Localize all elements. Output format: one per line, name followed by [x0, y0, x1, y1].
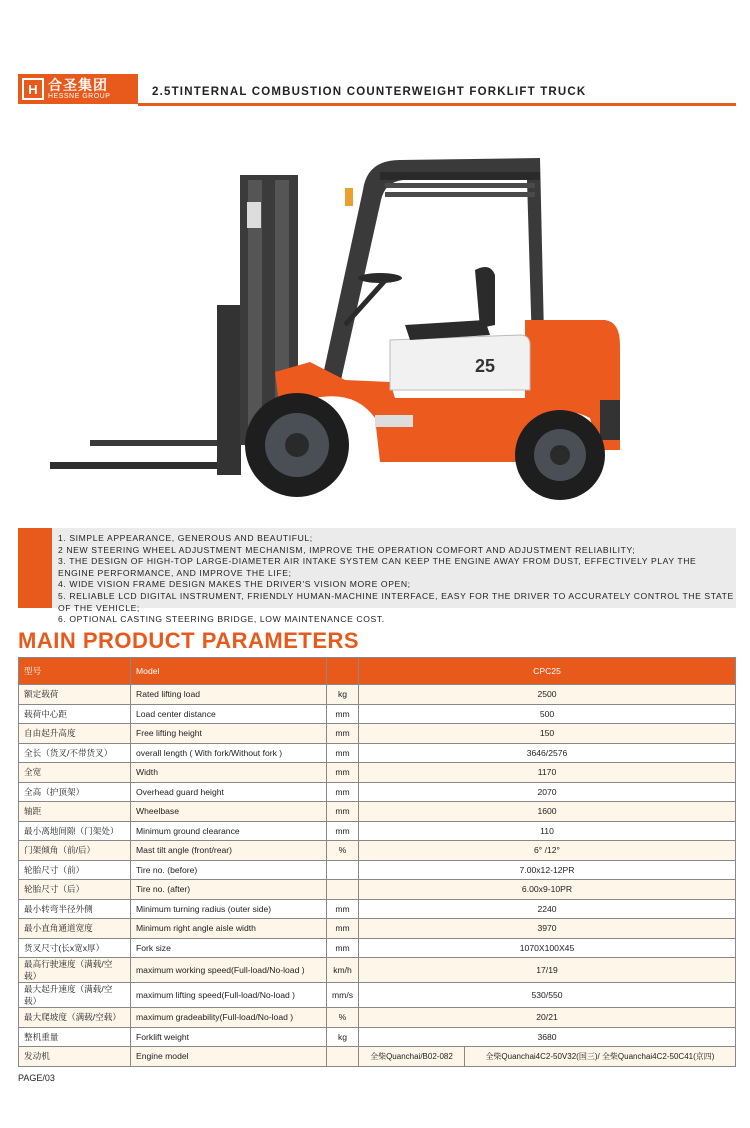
param-name-cn: 全高（护顶架） — [19, 782, 131, 802]
param-unit — [327, 1047, 359, 1067]
param-name-en: Load center distance — [131, 704, 327, 724]
param-unit: mm — [327, 704, 359, 724]
param-value: 20/21 — [359, 1008, 736, 1028]
engine-value-b: 全柴Quanchai4C2-50V32(国三)/ 全柴Quanchai4C2-50C41(京四) — [464, 1047, 735, 1067]
param-value: 7.00x12-12PR — [359, 860, 736, 880]
table-row — [19, 782, 736, 802]
feature-accent-bar — [18, 528, 52, 608]
feature-list — [18, 528, 736, 625]
param-value: 3646/2576 — [359, 743, 736, 763]
param-name-cn: 全长（货叉/不带货叉） — [19, 743, 131, 763]
param-name-cn: 最小转弯半径外侧 — [19, 899, 131, 919]
forklift-image — [45, 150, 635, 505]
param-name-cn: 自由起升高度 — [19, 724, 131, 744]
table-row — [19, 685, 736, 705]
param-name-cn: 最小离地间隙（门架处） — [19, 821, 131, 841]
param-name-cn: 整机重量 — [19, 1027, 131, 1047]
page-header — [18, 74, 736, 106]
feature-item: 2 NEW STEERING WHEEL ADJUSTMENT MECHANISM, IMPROVE THE OPERATION COMFORT AND ADJUSTMENT RELIABILITY; — [58, 544, 636, 555]
section-title: MAIN PRODUCT PARAMETERS — [18, 628, 360, 653]
param-value: 3680 — [359, 1027, 736, 1047]
feature-item: 5. RELIABLE LCD DIGITAL INSTRUMENT, FRIENDLY HUMAN-MACHINE INTERFACE, EASY FOR THE DRIVER TO ACCURATELY CONTROL THE STATE OF THE VEHICLE; — [58, 590, 734, 613]
table-row — [19, 704, 736, 724]
param-unit: mm — [327, 743, 359, 763]
param-name-en: Fork size — [131, 938, 327, 958]
logo-cn-text: 合圣集团 — [48, 77, 108, 93]
param-unit: % — [327, 841, 359, 861]
feature-item: 6. OPTIONAL CASTING STEERING BRIDGE, LOW MAINTENANCE COST. — [58, 614, 385, 625]
param-name-cn: 额定载荷 — [19, 685, 131, 705]
param-name-cn: 轮胎尺寸（后） — [19, 880, 131, 900]
param-unit: kg — [327, 1027, 359, 1047]
param-value: 2500 — [359, 685, 736, 705]
table-row — [19, 821, 736, 841]
feature-item: 4. WIDE VISION FRAME DESIGN MAKES THE DRIVER'S VISION MORE OPEN; — [58, 579, 411, 590]
param-unit: mm — [327, 782, 359, 802]
engine-value-a: 全柴Quanchai/B02-082 — [359, 1047, 465, 1067]
table-row — [19, 938, 736, 958]
header-cell-cn: 型号 — [19, 658, 131, 685]
param-value: 1170 — [359, 763, 736, 783]
param-name-cn: 最大爬坡度（满载/空载） — [19, 1008, 131, 1028]
header-cell-unit — [327, 658, 359, 685]
param-name-en: Wheelbase — [131, 802, 327, 822]
param-name-en: maximum gradeability(Full-load/No-load ) — [131, 1008, 327, 1028]
table-row — [19, 841, 736, 861]
param-name-cn: 最大起升速度（满载/空载） — [19, 983, 131, 1008]
param-value: 1600 — [359, 802, 736, 822]
param-name-cn: 最小直角通道宽度 — [19, 919, 131, 939]
param-name-en: Width — [131, 763, 327, 783]
table-row — [19, 763, 736, 783]
param-name-en: Overhead guard height — [131, 782, 327, 802]
param-unit: km/h — [327, 958, 359, 983]
table-row — [19, 743, 736, 763]
parameters-table — [18, 657, 736, 1067]
param-name-en: maximum working speed(Full-load/No-load ) — [131, 958, 327, 983]
feature-item: 1. SIMPLE APPEARANCE, GENEROUS AND BEAUTIFUL; — [58, 533, 313, 543]
logo-mark-icon: H — [22, 78, 44, 100]
param-value: 110 — [359, 821, 736, 841]
table-row — [19, 1008, 736, 1028]
param-unit: mm — [327, 802, 359, 822]
table-row — [19, 802, 736, 822]
table-row — [19, 919, 736, 939]
param-name-cn: 轮胎尺寸（前） — [19, 860, 131, 880]
param-unit: mm — [327, 821, 359, 841]
param-value: 1070X100X45 — [359, 938, 736, 958]
param-name-cn: 门架倾角（前/后） — [19, 841, 131, 861]
param-name-cn: 轴距 — [19, 802, 131, 822]
header-divider — [138, 103, 736, 106]
param-name-en: Rated lifting load — [131, 685, 327, 705]
param-value: 150 — [359, 724, 736, 744]
table-row — [19, 880, 736, 900]
param-unit: % — [327, 1008, 359, 1028]
param-name-en: Tire no. (after) — [131, 880, 327, 900]
param-name-en: Minimum ground clearance — [131, 821, 327, 841]
param-name-cn: 货叉尺寸(长x宽x厚） — [19, 938, 131, 958]
table-header-row — [19, 658, 736, 685]
table-row — [19, 958, 736, 983]
param-name-en: Minimum right angle aisle width — [131, 919, 327, 939]
param-value: 530/550 — [359, 983, 736, 1008]
param-unit: mm — [327, 899, 359, 919]
param-value: 6.00x9-10PR — [359, 880, 736, 900]
table-row — [19, 1027, 736, 1047]
feature-item: 3. THE DESIGN OF HIGH-TOP LARGE-DIAMETER AIR INTAKE SYSTEM CAN KEEP THE ENGINE AWAY FROM DUST, EFFECTIVELY PLAY THE ENGINE PERFORMANCE, AND IMPROVE THE LIFE; — [58, 556, 697, 578]
param-value: 17/19 — [359, 958, 736, 983]
param-name-cn: 最高行驶速度（满载/空载） — [19, 958, 131, 983]
param-unit: mm — [327, 724, 359, 744]
param-value: 2240 — [359, 899, 736, 919]
param-name-en: Tire no. (before) — [131, 860, 327, 880]
param-unit: mm — [327, 919, 359, 939]
page-title: 2.5TINTERNAL COMBUSTION COUNTERWEIGHT FORKLIFT TRUCK — [152, 86, 587, 98]
param-name-cn: 载荷中心距 — [19, 704, 131, 724]
param-name-en: Minimum turning radius (outer side) — [131, 899, 327, 919]
table-row — [19, 899, 736, 919]
table-row — [19, 724, 736, 744]
param-name-en: Free lifting height — [131, 724, 327, 744]
param-unit — [327, 860, 359, 880]
param-name-en: Forklift weight — [131, 1027, 327, 1047]
logo-en-text: HESSNE GROUP — [48, 93, 111, 100]
param-name-cn: 发动机 — [19, 1047, 131, 1067]
company-logo — [18, 74, 138, 104]
param-value: 2070 — [359, 782, 736, 802]
param-unit — [327, 880, 359, 900]
param-unit: kg — [327, 685, 359, 705]
model-number-decal: 25 — [475, 356, 496, 376]
param-name-en: Mast tilt angle (front/rear) — [131, 841, 327, 861]
page-number: PAGE/03 — [18, 1073, 55, 1083]
table-row — [19, 860, 736, 880]
param-name-cn: 全宽 — [19, 763, 131, 783]
table-row-engine — [19, 1047, 736, 1067]
param-unit: mm — [327, 763, 359, 783]
param-name-en: maximum lifting speed(Full-load/No-load ) — [131, 983, 327, 1008]
param-unit: mm — [327, 938, 359, 958]
param-name-en: Engine model — [131, 1047, 327, 1067]
param-name-en: overall length ( With fork/Without fork ) — [131, 743, 327, 763]
table-row — [19, 983, 736, 1008]
header-cell-en: Model — [131, 658, 327, 685]
param-value: 500 — [359, 704, 736, 724]
header-cell-model: CPC25 — [359, 658, 736, 685]
param-value: 3970 — [359, 919, 736, 939]
param-value: 6° /12° — [359, 841, 736, 861]
param-unit: mm/s — [327, 983, 359, 1008]
